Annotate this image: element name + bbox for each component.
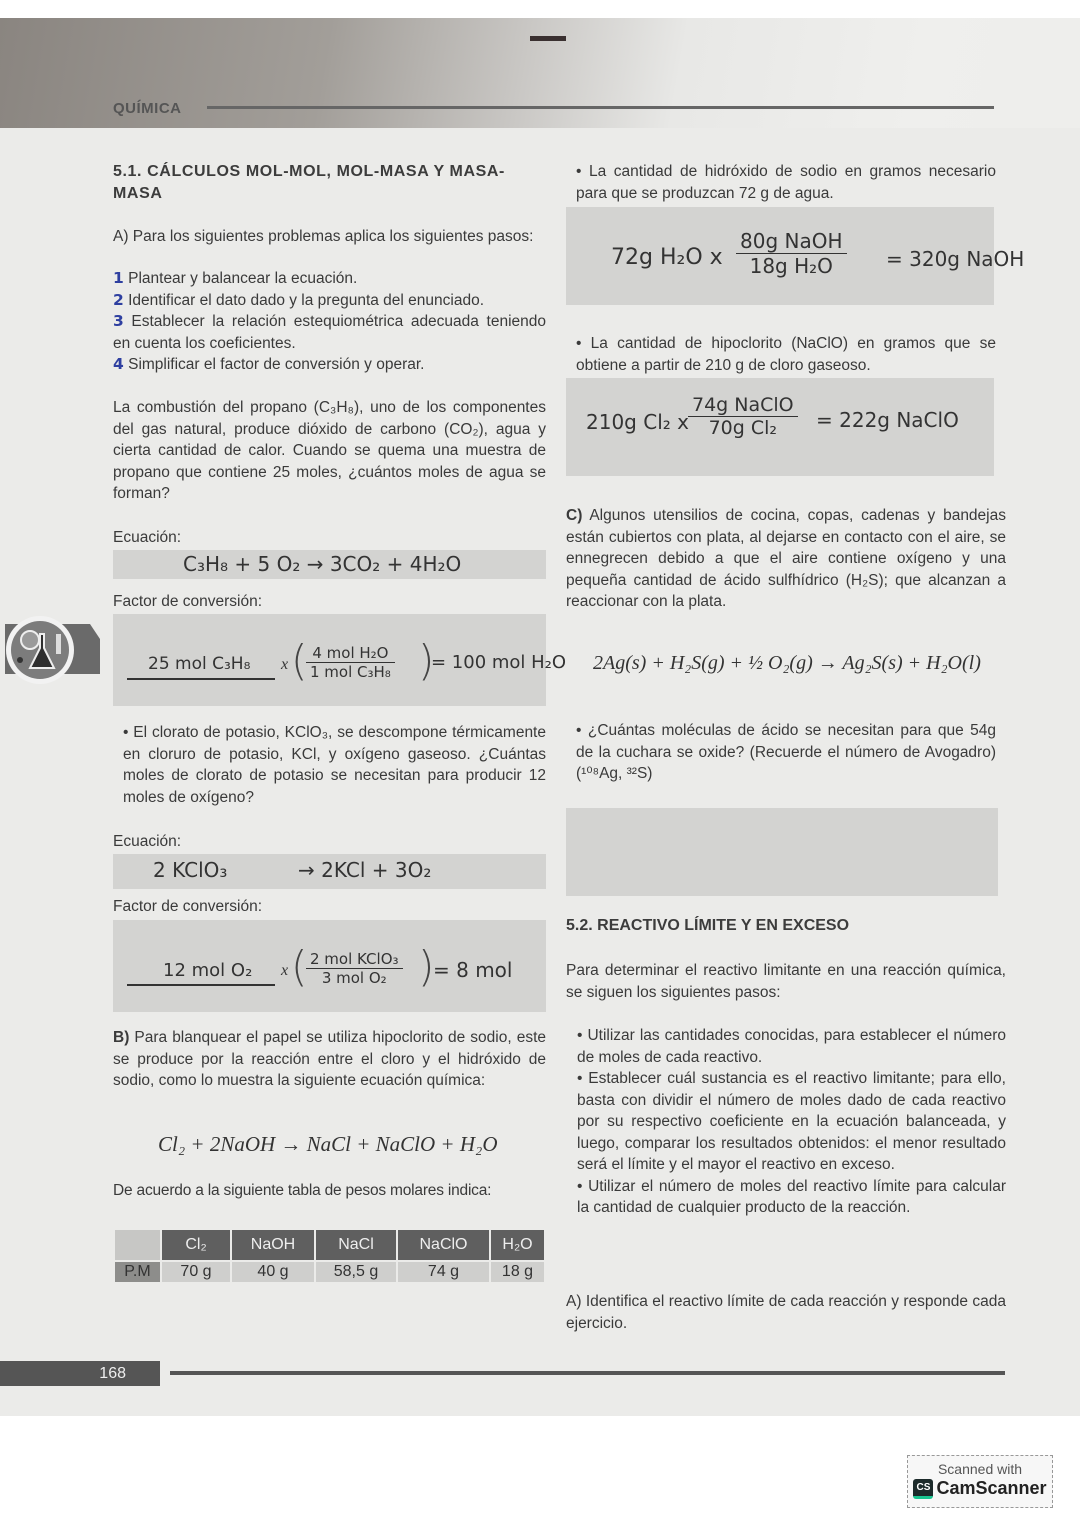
q2-given: 210g Cl₂ x: [586, 410, 689, 434]
propano-problem-text: La combustión del propano (C₃H₈), uno de los componentes del gas natural, produce dióxido de carbono (CO₂), agua y cierta cantidad de calor. Cuando se quema una muestra de propano que contiene 25 moles, ¿cuántos moles de agua se forman?: [113, 399, 546, 502]
fraction-numerator: 2 mol KClO₃: [306, 950, 403, 969]
part-c-question: • ¿Cuántas moléculas de ácido se necesitan para que 54g de la cuchara se oxide? (Recuerde el número de Avogadro) (¹⁰⁸Ag, ³²S): [576, 722, 996, 782]
part-b-equation: Cl₂ + 2NaOH → NaCl + NaClO + H₂O: [158, 1132, 498, 1156]
factor-given: 12 mol O₂: [163, 960, 253, 981]
header-rule: [207, 106, 994, 109]
table-row-label: P.M: [115, 1262, 160, 1282]
q2-text: • La cantidad de hipoclorito (NaClO) en gramos que se obtiene a partir de 210 g de cloro gaseoso.: [576, 335, 996, 374]
given-underline: [127, 984, 275, 986]
table-cell: 70 g: [162, 1262, 230, 1282]
watermark-brand-name: CamScanner: [936, 1478, 1047, 1498]
part-c-equation: 2Ag(s) + H₂S(g) + ½ O₂(g) → Ag₂S(s) + H₂O(l): [593, 652, 981, 674]
camscanner-watermark: [907, 1455, 1053, 1508]
section-5-2-intro: Para determinar el reactivo limitante en una reacción química, se siguen los siguientes pasos:: [566, 962, 1006, 1001]
table-header: NaCl: [316, 1230, 396, 1260]
fraction-numerator: 4 mol H₂O: [306, 644, 395, 663]
q1-answer-box[interactable]: [566, 207, 1025, 305]
close-paren: ): [418, 942, 435, 991]
fraction-denominator: 3 mol O₂: [321, 969, 387, 987]
q2-result: = 222g NaClO: [816, 408, 959, 432]
step-text: Identificar el dato dado y la pregunta del enunciado.: [128, 291, 485, 309]
given-underline: [127, 678, 275, 680]
fraction-denominator: 18g H₂O: [749, 254, 833, 278]
q1-text: • La cantidad de hidróxido de sodio en gramos necesario para que se produzcan 72 g de agua.: [576, 163, 996, 202]
equation-answer-right: → 2KCl + 3O₂: [298, 858, 432, 882]
step-item: [113, 311, 546, 354]
open-paren: (: [291, 636, 308, 685]
conversion-factor-box[interactable]: [113, 614, 567, 706]
list-item: • Utilizar las cantidades conocidas, para establecer el número de moles de cada reactivo.: [577, 1027, 1006, 1066]
table-corner: [115, 1230, 160, 1260]
equation-answer: C₃H₈ + 5 O₂ → 3CO₂ + 4H₂O: [183, 552, 462, 576]
equation-label-2: Ecuación:: [113, 833, 182, 850]
open-paren: (: [291, 942, 308, 991]
steps-list: [113, 268, 546, 376]
q1-result: = 320g NaOH: [886, 247, 1025, 271]
step-number: 1: [113, 269, 124, 287]
step-text: Establecer la relación estequiométrica adecuada teniendo en cuenta los coeficientes.: [113, 313, 546, 352]
chemistry-lab-icon: [0, 614, 105, 686]
factor-label-2: Factor de conversión:: [113, 898, 263, 915]
conversion-factor-box-2[interactable]: [113, 920, 546, 1012]
table-header: H₂O: [491, 1230, 544, 1260]
step-number: 4: [113, 355, 124, 373]
step-item: [113, 268, 546, 290]
table-intro: De acuerdo a la siguiente tabla de pesos molares indica:: [113, 1182, 492, 1199]
part-c-body: Algunos utensilios de cocina, copas, cadenas y bandejas están cubiertos con plata, al dejarse en contacto con el aire, se ennegrecen debido a que el aire contiene oxígeno y una pequeña cantidad de ácido sulfhídrico (H₂S); que alcanzan a reaccionar con la plata.: [566, 507, 1006, 610]
table-header: NaOH: [232, 1230, 314, 1260]
section-5-2-title: 5.2. REACTIVO LÍMITE Y EN EXCESO: [566, 917, 850, 934]
factor-label: Factor de conversión:: [113, 593, 263, 610]
part-c-answer-box[interactable]: [566, 808, 998, 896]
table-cell: 58,5 g: [316, 1262, 396, 1282]
molar-mass-table: [113, 1228, 546, 1284]
part-b-label: B): [113, 1029, 130, 1046]
equation-answer-left: 2 KClO₃: [153, 858, 228, 882]
part-a-intro: A) Para los siguientes problemas aplica los siguientes pasos:: [113, 228, 534, 245]
fraction-denominator: 70g Cl₂: [708, 417, 778, 439]
footer-rule: [170, 1371, 1005, 1375]
part-c-label: C): [566, 507, 583, 524]
section-5-1-title: 5.1. CÁLCULOS MOL-MOL, MOL-MASA Y MASA-MASA: [113, 163, 505, 202]
table-header: NaClO: [398, 1230, 489, 1260]
fraction-numerator: 80g NaOH: [736, 229, 847, 254]
table-header: Cl₂: [162, 1230, 230, 1260]
fraction-numerator: 74g NaClO: [688, 394, 798, 417]
factor-given: 25 mol C₃H₈: [148, 654, 251, 674]
table-cell: 40 g: [232, 1262, 314, 1282]
times-sign: x: [281, 962, 289, 979]
q2-fraction: [688, 394, 798, 439]
limiting-steps-list: [566, 1025, 1006, 1219]
page-number: 168: [0, 1361, 160, 1386]
conversion-fraction: [306, 644, 395, 681]
list-item: • Utilizar el número de moles del reactivo límite para calcular la cantidad de cualquier producto de la reacción.: [577, 1177, 1006, 1216]
equation-answer-box[interactable]: [113, 550, 546, 579]
times-sign: x: [281, 656, 289, 673]
equation-answer-box-2[interactable]: [113, 854, 546, 889]
clorato-problem-text: • El clorato de potasio, KClO₃, se descompone térmicamente en cloruro de potasio, KCl, y oxígeno gaseoso. ¿Cuántas moles de clorato de potasio se necesitan para producir 12 moles de oxígeno?: [123, 724, 546, 806]
step-text: Simplificar el factor de conversión y operar.: [128, 356, 425, 373]
step-item: [113, 354, 546, 376]
close-paren: ): [418, 636, 435, 685]
fraction-denominator: 1 mol C₃H₈: [310, 663, 391, 681]
section-5-2-part-a: A) Identifica el reactivo límite de cada reacción y responde cada ejercicio.: [566, 1293, 1006, 1332]
camscanner-logo-icon: CS: [913, 1479, 933, 1499]
watermark-brand: [908, 1478, 1052, 1499]
step-number: 3: [113, 312, 124, 330]
table-cell: 18 g: [491, 1262, 544, 1282]
watermark-caption: Scanned with: [937, 1461, 1023, 1477]
equation-label: Ecuación:: [113, 529, 182, 546]
step-text: Plantear y balancear la ecuación.: [128, 270, 358, 287]
factor-result: = 100 mol H₂O: [431, 652, 567, 673]
conversion-fraction: [306, 950, 403, 987]
table-cell: 74 g: [398, 1262, 489, 1282]
subject-header: QUÍMICA: [113, 100, 182, 117]
factor-result: = 8 mol: [433, 958, 513, 982]
q1-fraction: [736, 229, 847, 278]
q1-given: 72g H₂O x: [611, 245, 723, 270]
q2-answer-box[interactable]: [566, 378, 994, 476]
step-number: 2: [113, 290, 124, 309]
part-b-body: Para blanquear el papel se utiliza hipoclorito de sodio, este se produce por la reacción entre el cloro y el hidróxido de sodio, como lo muestra la siguiente ecuación química:: [113, 1029, 546, 1089]
part-c-text: [566, 505, 1006, 613]
step-item: [113, 290, 546, 312]
part-b-text: [113, 1027, 546, 1092]
binding-mark: [530, 36, 566, 41]
list-item: • Establecer cuál sustancia es el reactivo limitante; para ello, basta con dividir el número de moles dado de cada reactivo por su respectivo coeficiente en la ecuación balanceada, y luego, comparar los resultados obtenidos: el menor resultado será el límite y el mayor el reactivo en exceso.: [577, 1070, 1006, 1173]
